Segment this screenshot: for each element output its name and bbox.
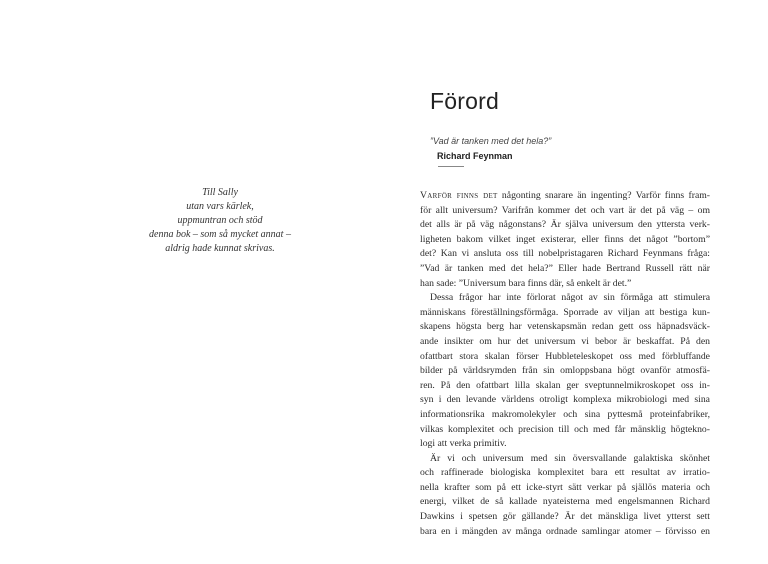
body-line: Dessa frågor har inte förlorat något av sin förmåga att stimulera <box>430 292 710 304</box>
body-line: ande insikter om hur det universum vi bebor är beskaffat. På den <box>420 335 710 347</box>
dedication-line: utan vars kärlek, <box>186 201 254 212</box>
body-line: Dawkins i spetsen gör gällande? Är det mänskliga livet ytterst sett <box>420 511 710 523</box>
dedication-line: uppmuntran och stöd <box>177 215 263 226</box>
body-line: och raffinerade biologiska komplexitet bara ett resultat av irratio- <box>420 467 710 479</box>
body-line: det? Kan vi ansluta oss till nobelpristagaren Richard Feynmans fråga: <box>420 248 710 260</box>
body-line: skapens högsta berg har vetenskapsmän redan gett oss häpnadsväck- <box>420 321 710 333</box>
dedication-line: aldrig hade kunnat skrivas. <box>165 243 275 254</box>
body-line: ”Vad är tanken med det hela?” Eller hade Bertrand Russell rätt när <box>420 262 710 274</box>
body-line: det alls är på väg någonstans? Är själva universum den yttersta verk- <box>420 219 710 231</box>
dedication-line: denna bok – som så mycket annat – <box>149 229 291 240</box>
dedication <box>120 186 320 256</box>
body-line: informationsrika makromolekyler och sina pyttesmå proteinfabriker, <box>420 408 710 420</box>
body-line: han sade: ”Universum bara finns där, så enkelt är det.” <box>420 277 632 289</box>
body-line: för allt universum? Varifrån kommer det och vart är det på väg – om <box>420 204 710 216</box>
body-line: energi, vilket de så kallade nyateisterna med engelsmannen Richard <box>420 496 710 508</box>
body-line: bilder på världsrymden från sin omloppsbana högt ovanför atmosfä- <box>420 365 710 377</box>
opening-rest: någonting snarare än ingenting? Varför finns fram- <box>497 190 710 201</box>
chapter-title: Förord <box>430 88 499 114</box>
dedication-line: Till Sally <box>202 187 238 198</box>
body-text <box>420 189 710 539</box>
body-line: syn i den levande världens otroligt komplexa mikrobiologi med sina <box>420 394 710 406</box>
body-line: bara en i mängden av många ordnade samlingar atomer – förvisso en <box>420 525 710 537</box>
right-page <box>384 0 768 564</box>
body-line: Är vi och universum med sin översvallande galaktiska skönhet <box>430 452 710 464</box>
body-line: vilkas komplexitet och precision till och med får mänsklig högtekno- <box>420 423 710 435</box>
body-line: ligheten bakom vilket inget existerar, eller finns det något ”bortom” <box>420 233 710 245</box>
body-line: ofattbart stora skalan förser Hubbleteleskopet oss med förbluffande <box>420 350 710 362</box>
body-line: nella krafter som på ett icke-styrt sätt verkar på själlös materia och <box>420 481 710 493</box>
body-line: logi att verka primitiv. <box>420 438 507 450</box>
epigraph-quote: ”Vad är tanken med det hela?” <box>430 136 552 146</box>
epigraph-divider <box>438 166 464 167</box>
body-line <box>420 189 710 204</box>
body-line: människans föreställningsförmåga. Sporrade av viljan att bestiga kun- <box>420 306 710 318</box>
epigraph-author: Richard Feynman <box>437 151 513 161</box>
body-line: ren. På den ofattbart lilla skalan ger sveptunnelmikroskopet oss in- <box>420 379 710 391</box>
opening-smallcaps: Varför finns det <box>420 190 498 201</box>
